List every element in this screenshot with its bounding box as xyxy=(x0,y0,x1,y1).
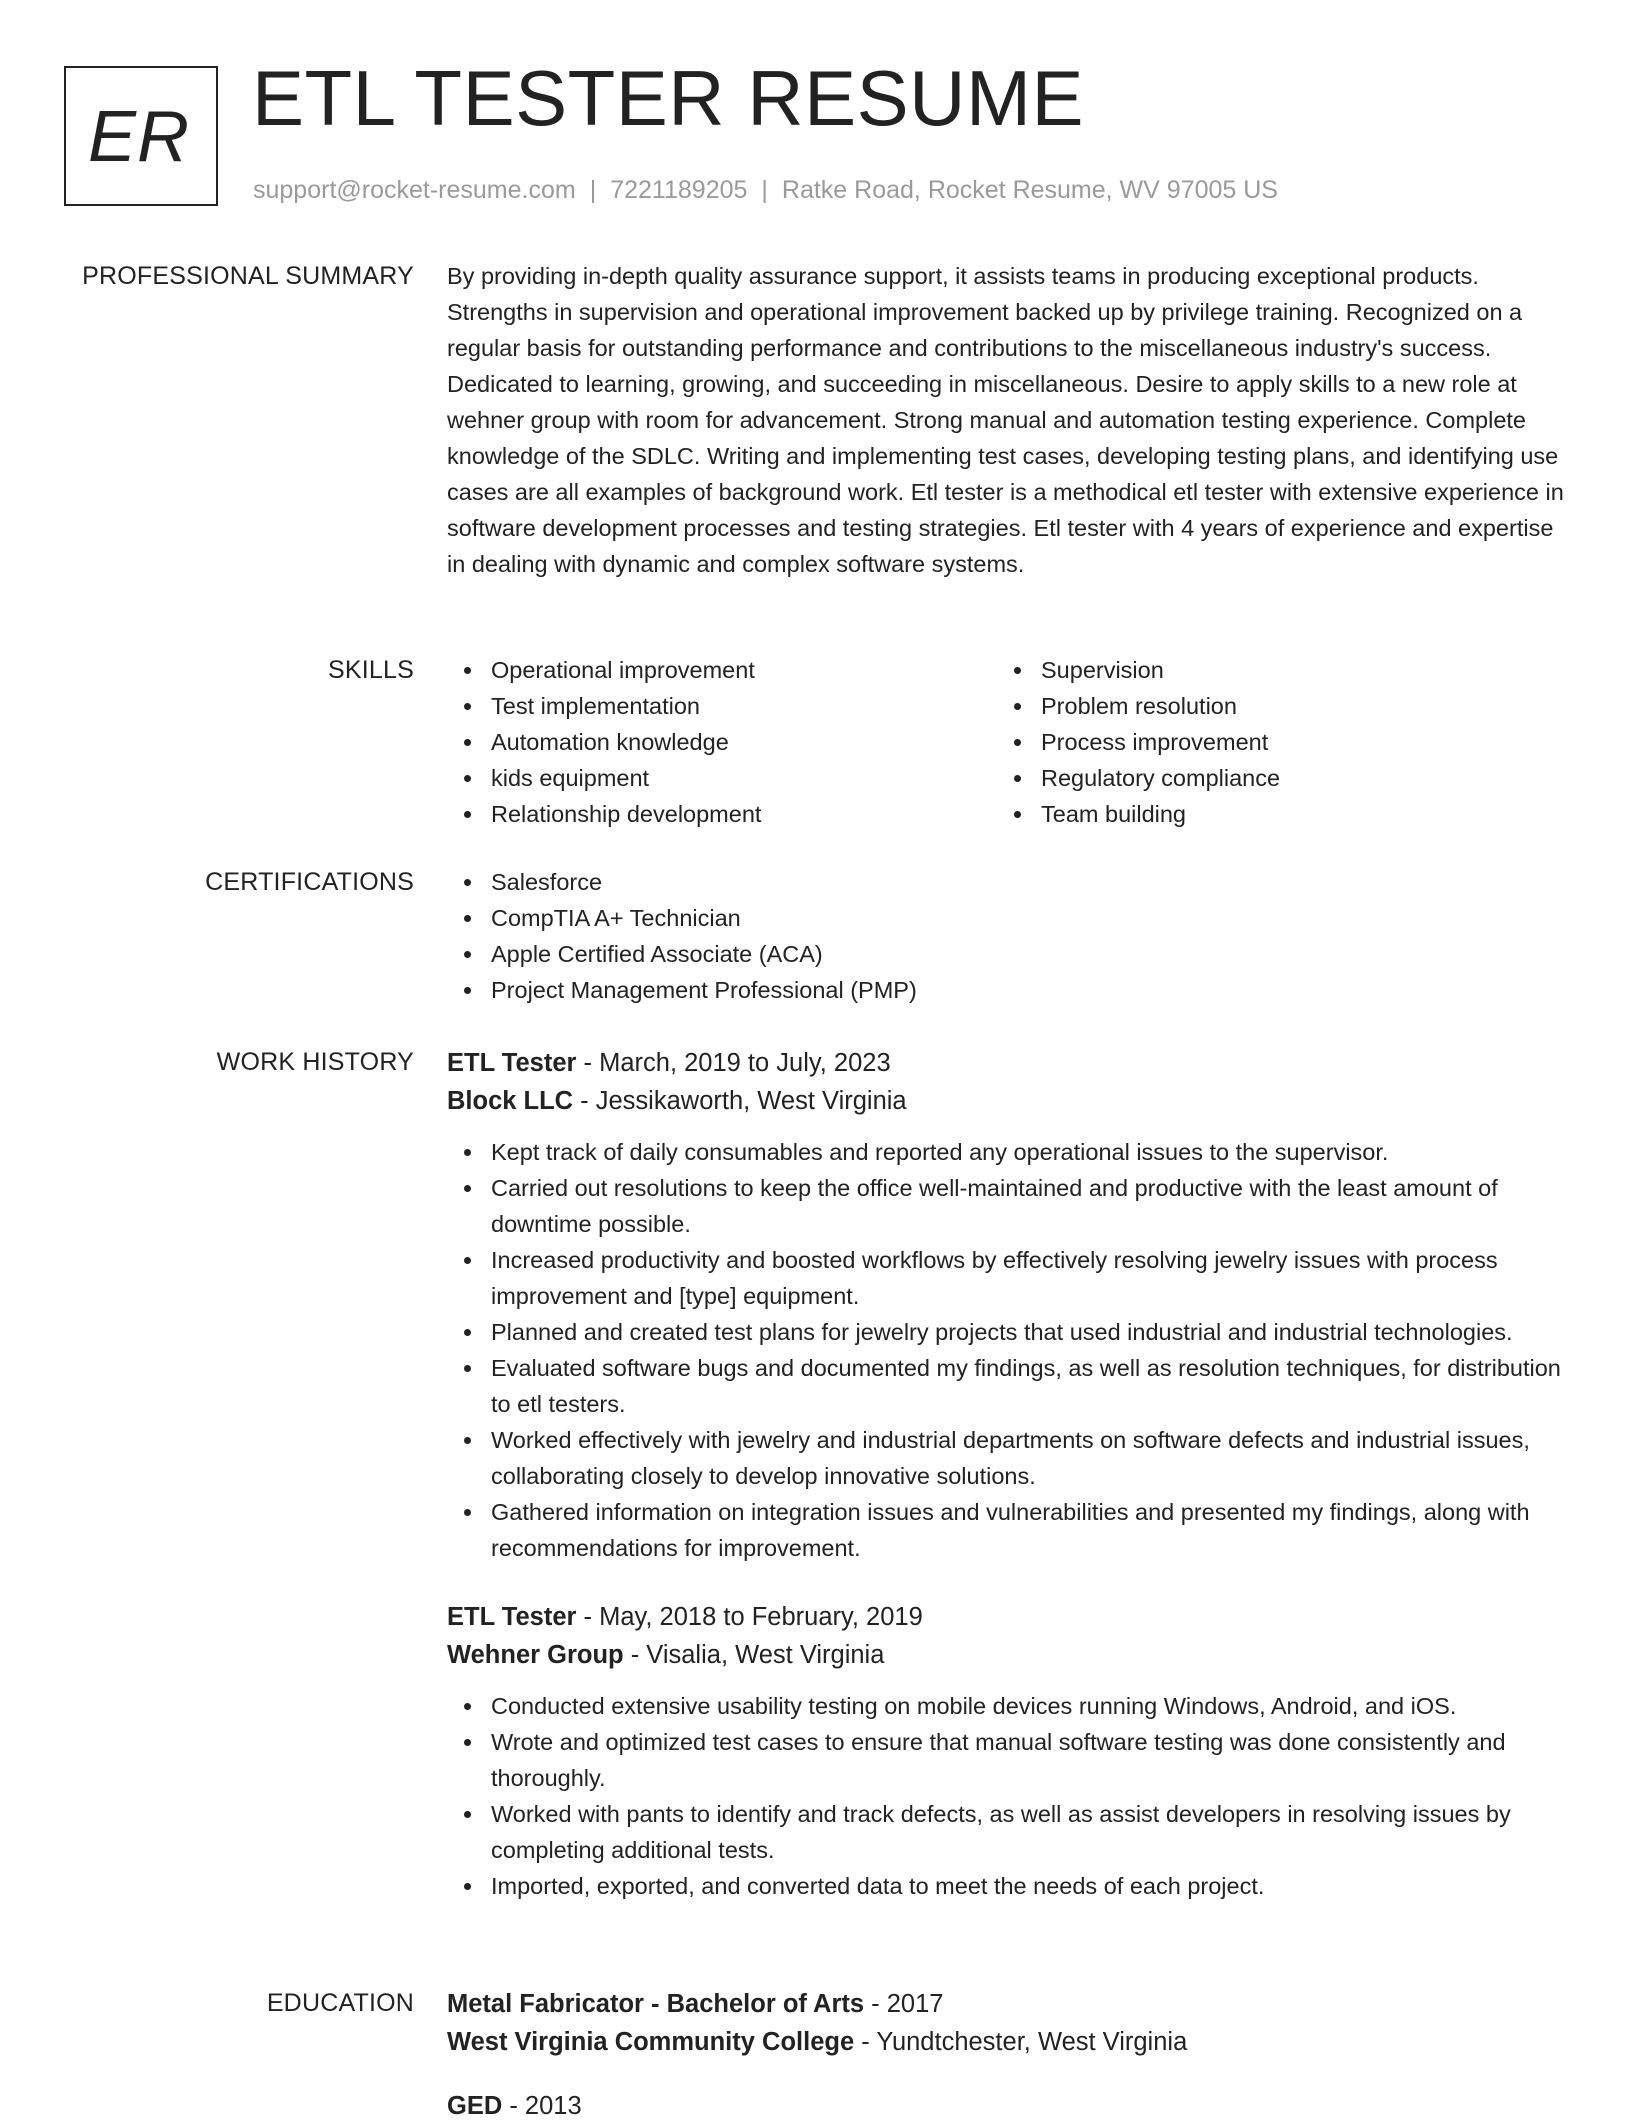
section-label: WORK HISTORY xyxy=(216,1048,414,1076)
section-label: PROFESSIONAL SUMMARY xyxy=(82,262,414,290)
job-entry xyxy=(447,1598,1567,1904)
skill-item: Process improvement xyxy=(1041,724,1547,760)
contact-phone: 7221189205 xyxy=(610,176,748,204)
education-entry xyxy=(447,1985,1567,2061)
job-entry xyxy=(447,1044,1567,1566)
work-history-body xyxy=(447,1044,1567,1904)
education-degree: GED xyxy=(447,2092,503,2120)
section-label: CERTIFICATIONS xyxy=(205,868,414,896)
job-dates: - March, 2019 to July, 2023 xyxy=(576,1049,891,1077)
job-location: - Jessikaworth, West Virginia xyxy=(573,1087,907,1115)
section-label: SKILLS xyxy=(328,656,414,684)
skill-item: Team building xyxy=(1041,796,1547,832)
education-body xyxy=(447,1985,1567,2125)
skill-item: Operational improvement xyxy=(491,652,997,688)
certification-item: Apple Certified Associate (ACA) xyxy=(491,936,1567,972)
monogram-badge xyxy=(64,66,218,206)
skill-item: Regulatory compliance xyxy=(1041,760,1547,796)
job-location: - Visalia, West Virginia xyxy=(623,1641,885,1669)
skill-item: Supervision xyxy=(1041,652,1547,688)
job-title-line xyxy=(447,1044,1567,1082)
education-school-line xyxy=(447,2023,1567,2061)
skills-column-left xyxy=(447,652,997,832)
job-title-line xyxy=(447,1598,1567,1636)
job-company: Wehner Group xyxy=(447,1641,624,1669)
job-company-line xyxy=(447,1082,1567,1120)
certifications-body xyxy=(447,864,1567,1008)
skills-body xyxy=(447,652,1567,832)
job-bullet: Wrote and optimized test cases to ensure that manual software testing was done consistently and thoroughly. xyxy=(491,1724,1567,1796)
skills-column-right xyxy=(997,652,1547,832)
job-bullet: Increased productivity and boosted workflows by effectively resolving jewelry issues with process improvement and [type] equipment. xyxy=(491,1242,1567,1314)
job-bullet: Gathered information on integration issues and vulnerabilities and presented my findings, along with recommendations for improvement. xyxy=(491,1494,1567,1566)
job-bullet: Kept track of daily consumables and reported any operational issues to the supervisor. xyxy=(491,1134,1567,1170)
summary-body xyxy=(447,258,1567,582)
education-degree-line xyxy=(447,2087,1567,2125)
section-label: EDUCATION xyxy=(266,1989,414,2017)
skill-item: Relationship development xyxy=(491,796,997,832)
skill-item: Test implementation xyxy=(491,688,997,724)
job-bullet: Planned and created test plans for jewelry projects that used industrial and industrial technologies. xyxy=(491,1314,1567,1350)
education-location: - Yundtchester, West Virginia xyxy=(854,2028,1188,2056)
skill-item: Problem resolution xyxy=(1041,688,1547,724)
job-dates: - May, 2018 to February, 2019 xyxy=(576,1603,923,1631)
contact-address: Ratke Road, Rocket Resume, WV 97005 US xyxy=(781,176,1278,204)
job-bullet: Imported, exported, and converted data to meet the needs of each project. xyxy=(491,1868,1567,1904)
certification-item: Salesforce xyxy=(491,864,1567,900)
job-bullet: Carried out resolutions to keep the office well-maintained and productive with the least amount of downtime possible. xyxy=(491,1170,1567,1242)
job-company-line xyxy=(447,1636,1567,1674)
skill-item: Automation knowledge xyxy=(491,724,997,760)
job-bullet: Conducted extensive usability testing on mobile devices running Windows, Android, and iOS. xyxy=(491,1688,1567,1724)
education-year: - 2013 xyxy=(502,2092,582,2120)
job-bullet: Worked effectively with jewelry and industrial departments on software defects and industrial issues, collaborating closely to develop innovative solutions. xyxy=(491,1422,1567,1494)
job-title: ETL Tester xyxy=(447,1603,577,1631)
job-title: ETL Tester xyxy=(447,1049,577,1077)
education-degree-line xyxy=(447,1985,1567,2023)
contact-separator: | xyxy=(589,176,597,204)
certification-item: Project Management Professional (PMP) xyxy=(491,972,1567,1008)
contact-separator: | xyxy=(761,176,768,204)
contact-email[interactable]: support@rocket-resume.com xyxy=(253,176,576,204)
monogram-initials: ER xyxy=(87,97,191,177)
education-year: - 2017 xyxy=(864,1990,944,2018)
certification-item: CompTIA A+ Technician xyxy=(491,900,1567,936)
job-bullet: Worked with pants to identify and track defects, as well as assist developers in resolving issues by completing additional tests. xyxy=(491,1796,1567,1868)
education-degree: Metal Fabricator - Bachelor of Arts xyxy=(447,1990,865,2018)
skill-item: kids equipment xyxy=(491,760,997,796)
education-school: West Virginia Community College xyxy=(447,2028,855,2056)
job-company: Block LLC xyxy=(447,1087,574,1115)
job-bullet: Evaluated software bugs and documented my findings, as well as resolution techniques, for distribution to etl testers. xyxy=(491,1350,1567,1422)
education-entry xyxy=(447,2087,1567,2125)
resume-title: ETL TESTER RESUME xyxy=(252,54,1084,142)
summary-text: By providing in-depth quality assurance support, it assists teams in producing exceptional products. Strengths in supervision and operational improvement backed up by privilege training. Recognized on a regular basis for outstanding performance and contributions to the miscellaneous industry's success. Dedicated to learning, growing, and succeeding in miscellaneous. Desire to apply skills to a new role at wehner group with room for advancement. Strong manual and automation testing experience. Complete knowledge of the SDLC. Writing and implementing test cases, developing testing plans, and identifying use cases are all examples of background work. Etl tester is a methodical etl tester with extensive experience in software development processes and testing strategies. Etl tester with 4 years of experience and expertise in dealing with dynamic and complex software systems. xyxy=(447,263,1564,577)
contact-line xyxy=(253,176,1278,205)
